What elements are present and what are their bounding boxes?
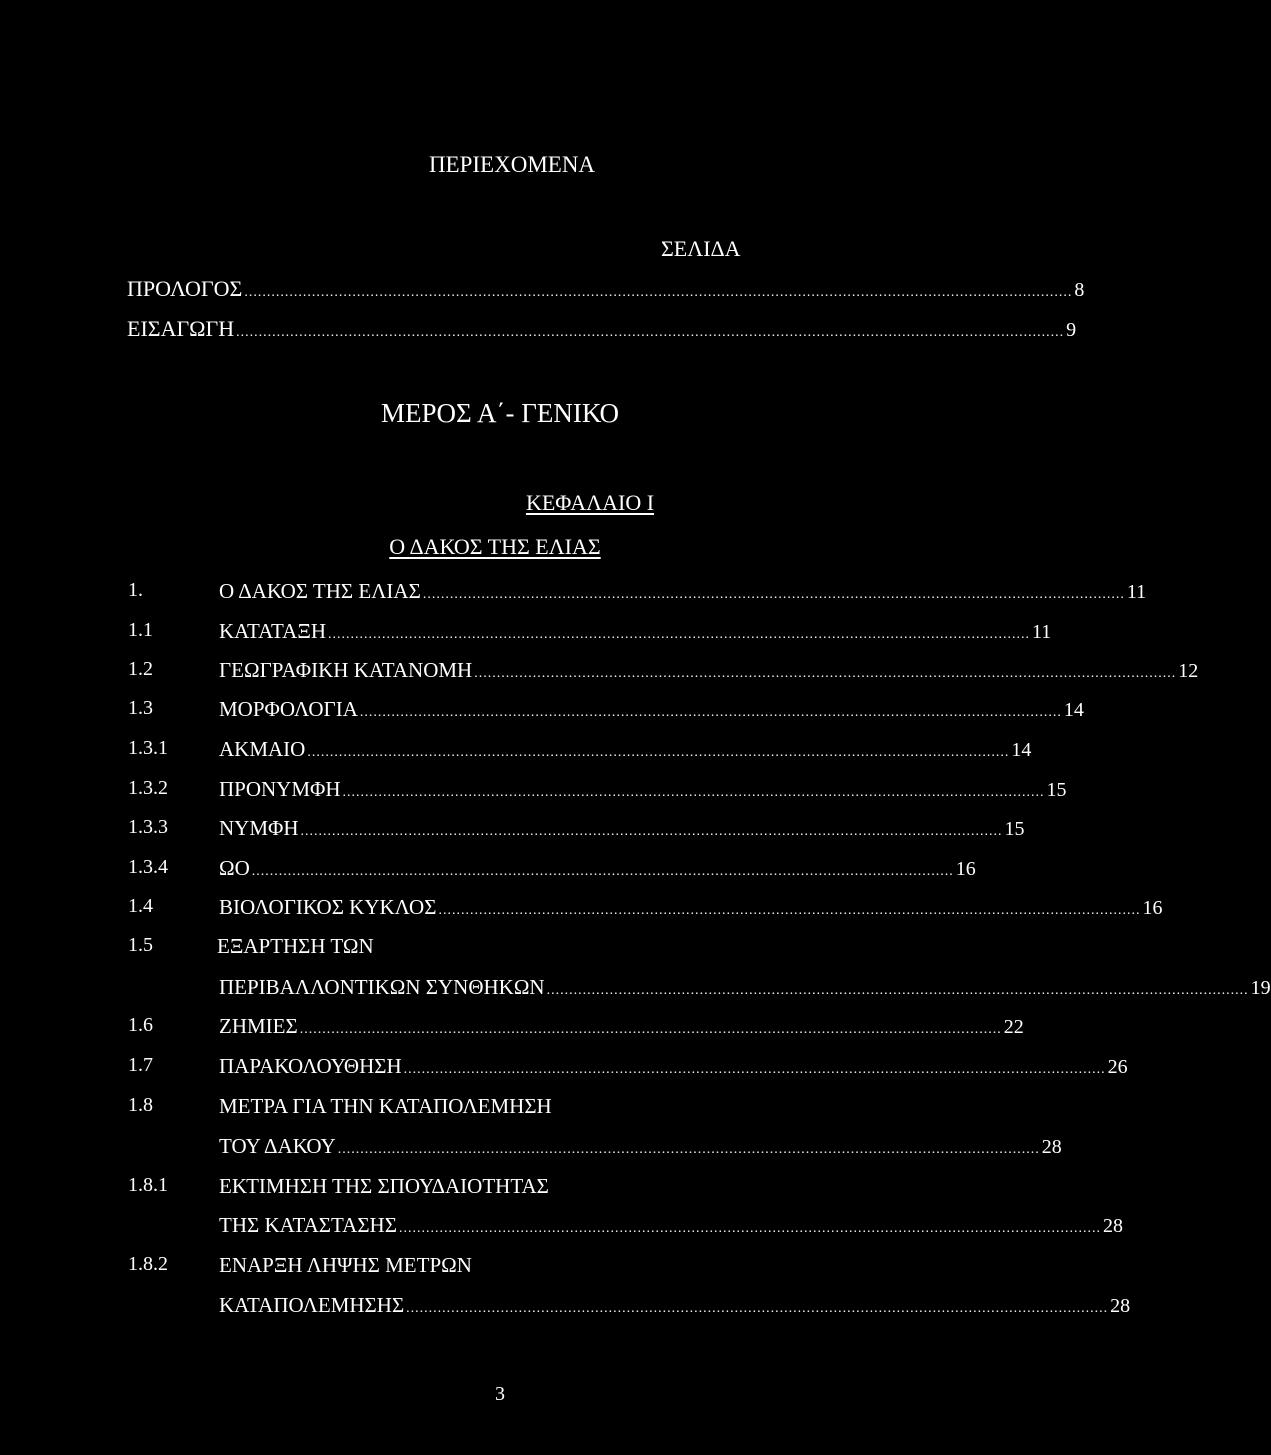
toc-entry-number: 1.8.2 (128, 1253, 168, 1275)
toc-entry-label: ΚΑΤΑΤΑΞΗ (219, 619, 327, 643)
toc-entry-number: 1.6 (128, 1014, 153, 1036)
toc-entry-page: 11 (1126, 581, 1147, 603)
toc-entry-number: 1.7 (128, 1054, 153, 1076)
toc-entry-page: 26 (1107, 1056, 1128, 1078)
dot-leader: ............................................................................................................................................................ (251, 864, 954, 879)
toc-entry[interactable] (219, 816, 1025, 841)
toc-entry-label: ΠΑΡΑΚΟΛΟΥΘΗΣΗ (219, 1054, 402, 1078)
toc-entry-page: 14 (1063, 699, 1084, 721)
toc-entry-number: 1.3.4 (128, 856, 168, 878)
toc-entry-page: 15 (1004, 818, 1025, 840)
dot-leader: ............................................................................................................................................................ (299, 1022, 1002, 1037)
toc-entry-page: 28 (1041, 1136, 1062, 1158)
toc-entry-label: Ο ΔΑΚΟΣ ΤΗΣ ΕΛΙΑΣ (219, 579, 421, 603)
dot-leader: ............................................................................................................................................................ (398, 1221, 1101, 1236)
dot-leader: ............................................................................................................................................................ (546, 983, 1249, 998)
toc-entry-page: 11 (1032, 621, 1052, 643)
dot-leader: ............................................................................................................................................................ (337, 1142, 1040, 1157)
dot-leader: ............................................................................................................................................................ (438, 903, 1141, 918)
toc-entry-number: 1.3.1 (128, 737, 168, 759)
toc-entry[interactable] (219, 1134, 1062, 1159)
toc-entry-page: 16 (955, 858, 976, 880)
toc-entry-label-line1: ΜΕΤΡΑ ΓΙΑ ΤΗΝ ΚΑΤΑΠΟΛΕΜΗΣΗ (219, 1094, 552, 1118)
toc-entry[interactable] (219, 737, 1032, 762)
dot-leader: ............................................................................................................................................................ (474, 666, 1177, 681)
dot-leader: ............................................................................................................................................................ (359, 705, 1062, 720)
dot-leader: ............................................................................................................................................................ (300, 824, 1003, 839)
toc-entry-number: 1.5 (128, 934, 153, 956)
toc-entry-label-line1: ΕΞΑΡΤΗΣΗ ΤΩΝ (217, 934, 374, 958)
toc-entry-label: ΤΗΣ ΚΑΤΑΣΤΑΣΗΣ (219, 1213, 397, 1237)
toc-entry[interactable] (219, 777, 1067, 802)
toc-entry-page: 28 (1102, 1215, 1123, 1237)
dot-leader: ........................................................................................................................................................................................ (236, 325, 1065, 340)
dot-leader: ............................................................................................................................................................ (403, 1062, 1106, 1077)
toc-entry-label: ΑΚΜΑΙΟ (219, 737, 306, 761)
toc-entry-page: 14 (1011, 739, 1032, 761)
toc-entry-prologue[interactable] (127, 276, 1085, 302)
toc-entry-label: ΜΟΡΦΟΛΟΓΙΑ (219, 697, 358, 721)
toc-entry-label: ΕΙΣΑΓΩΓΗ (127, 316, 235, 341)
toc-entry-page: 12 (1178, 660, 1199, 682)
toc-entry-number: 1.8.1 (128, 1174, 168, 1196)
toc-entry-page: 16 (1142, 897, 1163, 919)
dot-leader: ............................................................................................................................................................ (328, 627, 1031, 642)
toc-entry[interactable] (219, 1014, 1024, 1039)
toc-entry-label: ΓΕΩΓΡΑΦΙΚΗ ΚΑΤΑΝΟΜΗ (219, 658, 473, 682)
toc-entry[interactable] (219, 975, 1271, 1000)
toc-entry[interactable] (219, 895, 1163, 920)
toc-entry-label: ΠΡΟΛΟΓΟΣ (127, 276, 243, 301)
dot-leader: ............................................................................................................................................................ (406, 1301, 1109, 1316)
toc-entry-number: 1.3.3 (128, 816, 168, 838)
toc-entry[interactable] (219, 658, 1199, 683)
toc-entry-label: ΚΑΤΑΠΟΛΕΜΗΣΗΣ (219, 1293, 405, 1317)
chapter-title: ΚΕΦΑΛΑΙΟ Ι (525, 490, 655, 515)
toc-entry[interactable] (219, 1213, 1123, 1238)
toc-entry-label: ΖΗΜΙΕΣ (219, 1014, 298, 1038)
toc-entry-label: ΤΟΥ ΔΑΚΟΥ (219, 1134, 336, 1158)
toc-entry-number: 1.3.2 (128, 777, 168, 799)
toc-entry-number: 1.8 (128, 1094, 153, 1116)
page-column-label: ΣΕΛΙΔΑ (661, 236, 741, 261)
toc-entry-label: ΠΡΟΝΥΜΦΗ (219, 777, 341, 801)
page-number: 3 (495, 1383, 505, 1405)
part-title: ΜΕΡΟΣ Α΄- ΓΕΝΙΚΟ (381, 398, 619, 428)
toc-entry-label: ΩΟ (219, 856, 250, 880)
toc-entry[interactable] (219, 619, 1052, 644)
dot-leader: ............................................................................................................................................................ (422, 587, 1125, 602)
toc-entry-page: 28 (1110, 1295, 1131, 1317)
toc-entry-number: 1.1 (128, 619, 153, 641)
toc-entry-number: 1.2 (128, 658, 153, 680)
toc-entry-page: 22 (1003, 1016, 1024, 1038)
toc-title: ΠΕΡΙΕΧΟΜΕΝΑ (428, 152, 596, 177)
dot-leader: ............................................................................................................................................................ (342, 785, 1045, 800)
chapter-subtitle: Ο ΔΑΚΟΣ ΤΗΣ ΕΛΙΑΣ (389, 534, 601, 559)
toc-entry-label-line1: ΕΚΤΙΜΗΣΗ ΤΗΣ ΣΠΟΥΔΑΙΟΤΗΤΑΣ (219, 1174, 549, 1198)
toc-entry-number: 1.3 (128, 697, 153, 719)
toc-entry[interactable] (219, 856, 976, 881)
toc-entry-label: ΠΕΡΙΒΑΛΛΟΝΤΙΚΩΝ ΣΥΝΘΗΚΩΝ (219, 975, 545, 999)
toc-entry-label-line1: ΕΝΑΡΞΗ ΛΗΨΗΣ ΜΕΤΡΩΝ (219, 1253, 472, 1277)
toc-entry[interactable] (219, 1293, 1131, 1318)
toc-entry[interactable] (219, 1054, 1128, 1079)
toc-entry-number: 1.4 (128, 895, 153, 917)
toc-entry-page: 8 (1074, 279, 1085, 301)
toc-entry[interactable] (219, 697, 1084, 722)
toc-entry-introduction[interactable] (127, 316, 1077, 342)
dot-leader: ........................................................................................................................................................................................ (244, 285, 1073, 300)
toc-entry[interactable] (219, 579, 1147, 604)
dot-leader: ............................................................................................................................................................ (307, 745, 1010, 760)
toc-entry-number: 1. (128, 579, 143, 601)
toc-entry-label: ΒΙΟΛΟΓΙΚΟΣ ΚΥΚΛΟΣ (219, 895, 437, 919)
toc-entry-page: 15 (1046, 779, 1067, 801)
toc-entry-label: ΝΥΜΦΗ (219, 816, 299, 840)
toc-entry-page: 19 (1250, 977, 1271, 999)
toc-entry-page: 9 (1066, 319, 1077, 341)
